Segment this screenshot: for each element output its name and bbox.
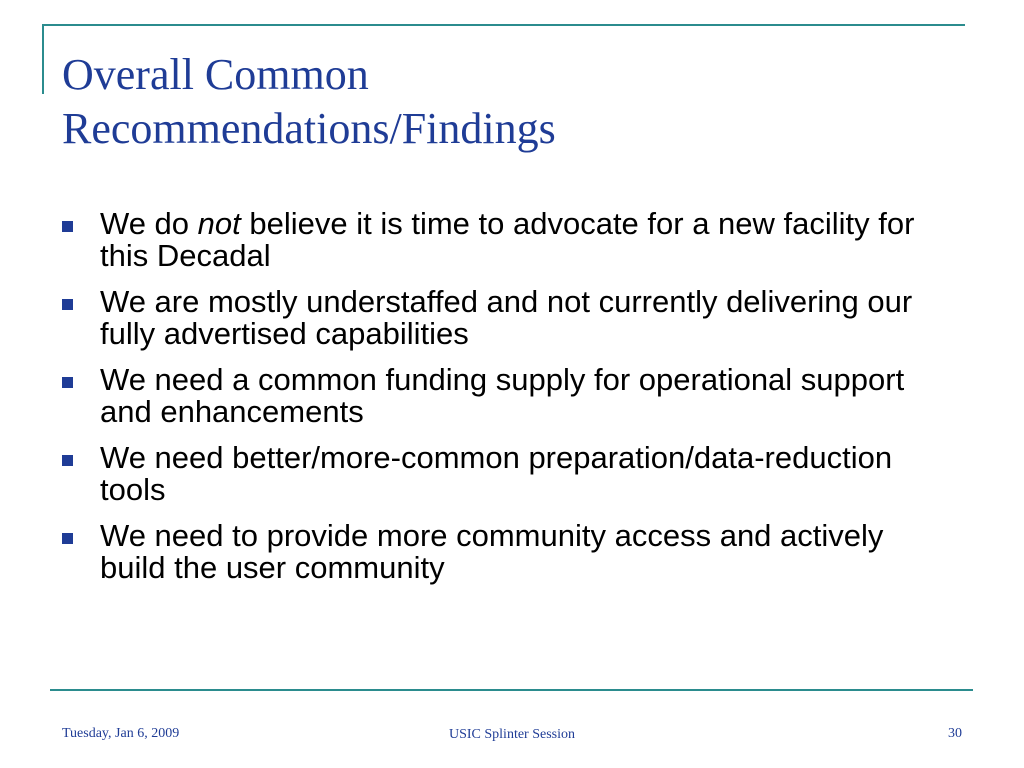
- square-bullet-icon: [62, 221, 73, 232]
- bullet-text: We need a common funding supply for operational support and enhancements: [100, 362, 905, 429]
- footer-session-title: USIC Splinter Session: [448, 727, 575, 742]
- bullet-text-post: believe it is time to advocate for a new facility for this Decadal: [100, 206, 915, 273]
- footer-date: Tuesday, Jan 6, 2009: [62, 726, 180, 741]
- footer-page-number: 30: [948, 726, 962, 741]
- bullet-item: [62, 364, 942, 428]
- bullet-list: [62, 208, 942, 598]
- bullet-item: [62, 442, 942, 506]
- left-accent-rule: [42, 24, 44, 94]
- bullet-text: We need better/more-common preparation/data-reduction tools: [100, 440, 893, 507]
- square-bullet-icon: [62, 299, 73, 310]
- slide-title: [62, 48, 942, 156]
- square-bullet-icon: [62, 533, 73, 544]
- bullet-item: [62, 208, 942, 272]
- bullet-text: [100, 206, 914, 273]
- slide-title-line-1: Overall Common: [62, 50, 369, 99]
- bullet-text-pre: We do: [100, 206, 198, 241]
- square-bullet-icon: [62, 377, 73, 388]
- bullet-item: [62, 520, 942, 584]
- bottom-rule: [50, 689, 973, 691]
- bullet-text-emphasis: not: [197, 206, 241, 241]
- bullet-item: [62, 286, 942, 350]
- slide-title-line-2: Recommendations/Findings: [62, 104, 556, 153]
- bullet-text: We need to provide more community access and actively build the user community: [100, 518, 884, 585]
- bullet-text: We are mostly understaffed and not currently delivering our fully advertised capabilities: [100, 284, 913, 351]
- top-rule: [42, 24, 965, 26]
- square-bullet-icon: [62, 455, 73, 466]
